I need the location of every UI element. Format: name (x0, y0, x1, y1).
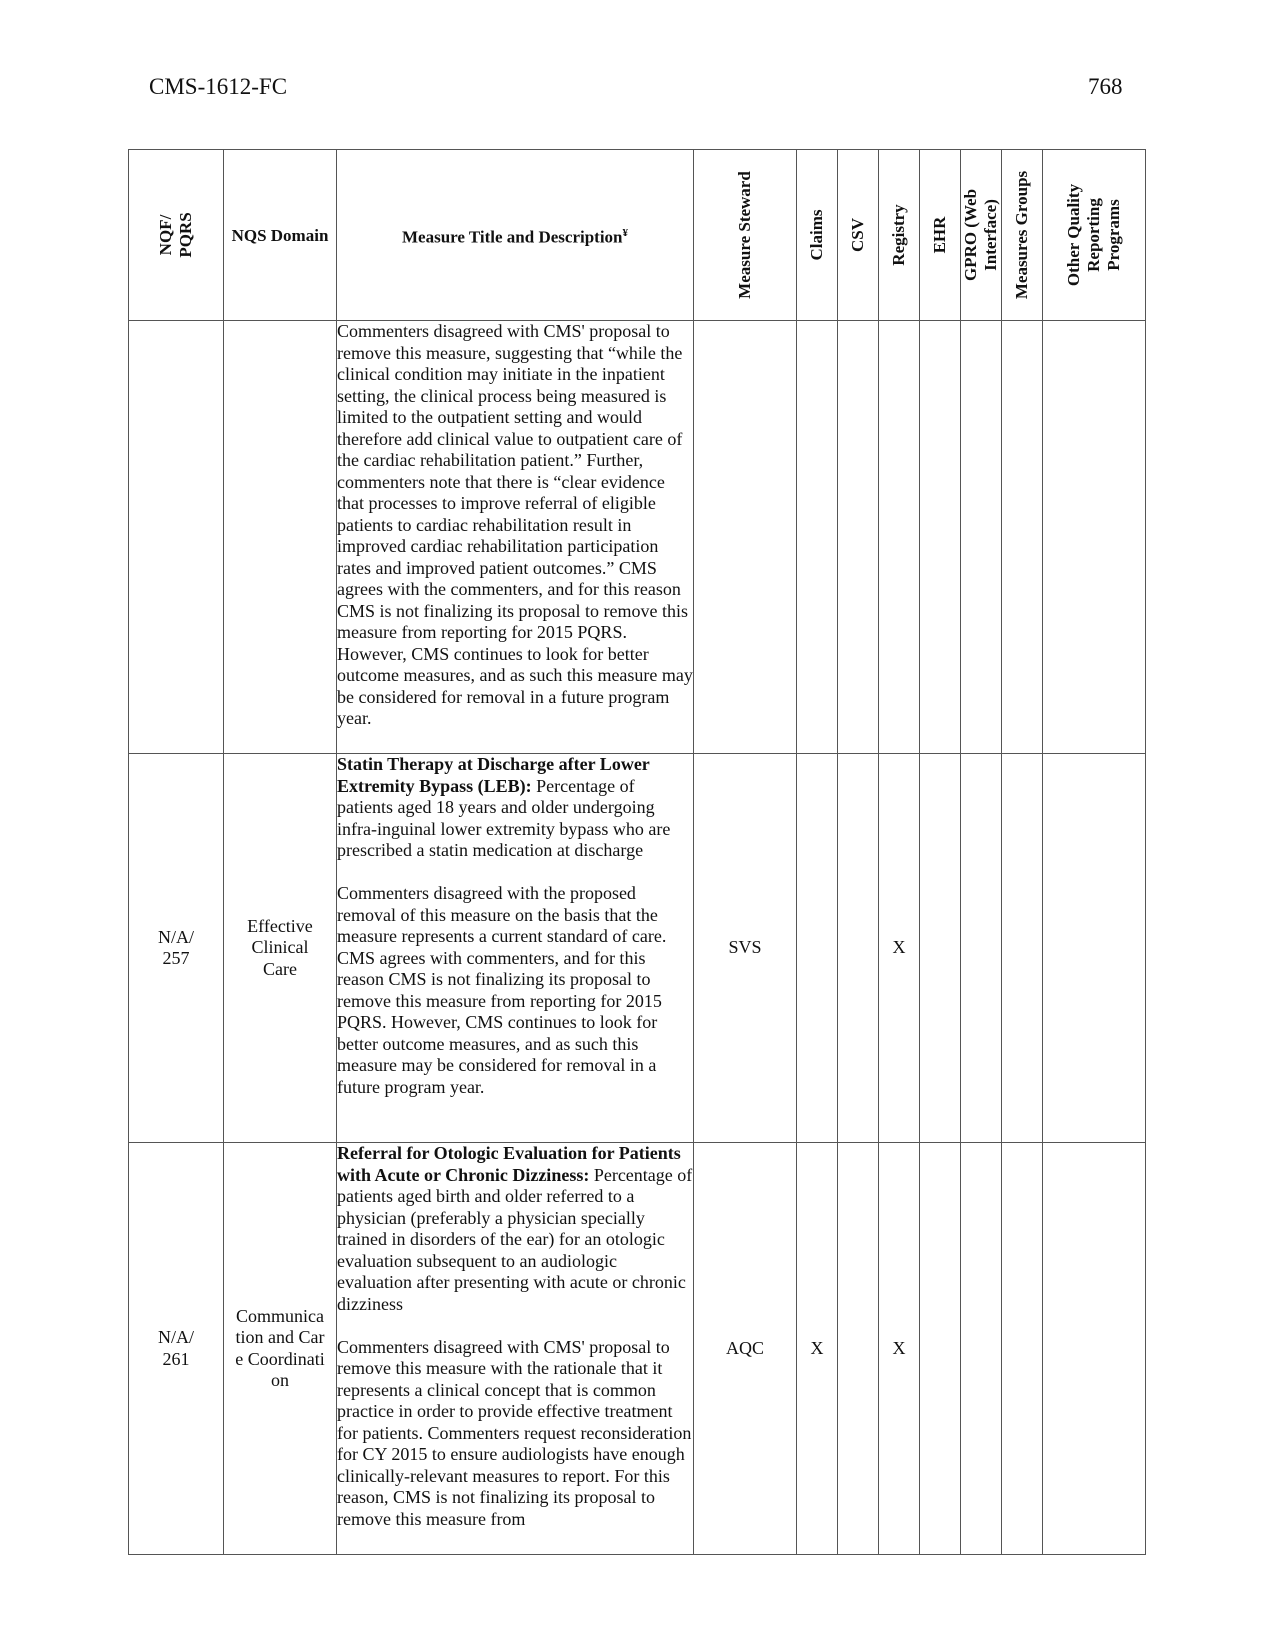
header-ehr: EHR (920, 150, 961, 321)
measure-comment-text: Commenters disagreed with CMS' proposal to remove this measure with the rationale that it represents a clinical concept that is common practice in order to provide effective treatment for patients. Commenters request reconsideration for CY 2015 to ensure audiologists have enough clinically-relevant measures to report. For this reason, CMS is not finalizing its proposal to remove this measure from (337, 1336, 692, 1529)
document-id: CMS-1612-FC (149, 74, 288, 99)
cell-claims: X (797, 1143, 838, 1555)
measure-description-text: Commenters disagreed with CMS' proposal to remove this measure, suggesting that “while the clinical condition may initiate in the inpatient setting, the clinical process being measured is limited to the outpatient setting and would therefore add clinical value to outpatient care of the cardiac rehabilitation patient.” Further, commenters note that there is “clear evidence that processes to improve referral of eligible patients to cardiac rehabilitation result in improved cardiac rehabilitation participation rates and improved patient outcomes.” CMS agrees with the commenters, and for this reason CMS is not finalizing its proposal to remove this measure from reporting for 2015 PQRS. However, CMS continues to look for better outcome measures, and as such this measure may be considered for removal in a future program year. (337, 321, 693, 728)
header-measure-steward: Measure Steward (694, 150, 797, 321)
header-measure-title: Measure Title and Description¥ (337, 150, 694, 321)
cell-claims (797, 321, 838, 754)
page-number: 768 (1088, 74, 1123, 99)
cell-other-programs (1043, 754, 1146, 1143)
header-csv: CSV (838, 150, 879, 321)
cell-measure-description (337, 321, 694, 754)
cell-measures-groups (1002, 754, 1043, 1143)
cell-nqf-pqrs (129, 321, 224, 754)
header-nqs-domain: NQS Domain (224, 150, 337, 321)
table-row (129, 1143, 1146, 1555)
cell-ehr (920, 754, 961, 1143)
measure-comment-text: Commenters disagreed with the proposed removal of this measure on the basis that the measure represents a current standard of care. CMS agrees with commenters, and for this reason CMS is not finalizing its proposal to remove this measure from reporting for 2015 PQRS. However, CMS continues to look for better outcome measures, and as such this measure may be considered for removal in a future program year. (337, 883, 667, 1097)
cell-gpro (961, 1143, 1002, 1555)
cell-measures-groups (1002, 321, 1043, 754)
cell-nqs-domain: Communication and Care Coordination (224, 1143, 337, 1555)
header-nqf-pqrs: NQF/ PQRS (129, 150, 224, 321)
cell-other-programs (1043, 1143, 1146, 1555)
table-row (129, 754, 1146, 1143)
cell-csv (838, 754, 879, 1143)
measure-title: Referral for Otologic Evaluation for Patients with Acute or Chronic Dizziness: (337, 1143, 681, 1185)
cell-csv (838, 1143, 879, 1555)
header-claims: Claims (797, 150, 838, 321)
table-row (129, 321, 1146, 754)
cell-nqf-pqrs: N/A/ 257 (129, 754, 224, 1143)
header-registry: Registry (879, 150, 920, 321)
cell-gpro (961, 754, 1002, 1143)
header-other-programs: Other Quality Reporting Programs (1043, 150, 1146, 321)
measures-table (128, 149, 1146, 1555)
cell-steward: AQC (694, 1143, 797, 1555)
cell-nqs-domain (224, 321, 337, 754)
yen-footnote-mark: ¥ (622, 226, 629, 239)
cell-measure-description (337, 1143, 694, 1555)
cell-registry (879, 321, 920, 754)
cell-claims (797, 754, 838, 1143)
cell-other-programs (1043, 321, 1146, 754)
cell-csv (838, 321, 879, 754)
measure-description-text: Percentage of patients aged 18 years and older undergoing infra-inguinal lower extremity bypass who are prescribed a statin medication at discharge (337, 775, 671, 860)
header-measures-groups: Measures Groups (1002, 150, 1043, 321)
cell-nqf-pqrs: N/A/ 261 (129, 1143, 224, 1555)
measure-title: Statin Therapy at Discharge after Lower Extremity Bypass (LEB): (337, 754, 650, 796)
header-row (129, 150, 1146, 321)
cell-ehr (920, 321, 961, 754)
measure-description-text: Percentage of patients aged birth and older referred to a physician (preferably a physician specially trained in disorders of the ear) for an otologic evaluation subsequent to an audiologic evaluation after presenting with acute or chronic dizziness (337, 1164, 693, 1314)
cell-nqs-domain: Effective Clinical Care (224, 754, 337, 1143)
cell-ehr (920, 1143, 961, 1555)
header-gpro: GPRO (Web Interface) (961, 150, 1002, 321)
cell-steward (694, 321, 797, 754)
cell-measure-description (337, 754, 694, 1143)
cell-steward: SVS (694, 754, 797, 1143)
cell-registry: X (879, 1143, 920, 1555)
cell-registry: X (879, 754, 920, 1143)
cell-measures-groups (1002, 1143, 1043, 1555)
cell-gpro (961, 321, 1002, 754)
